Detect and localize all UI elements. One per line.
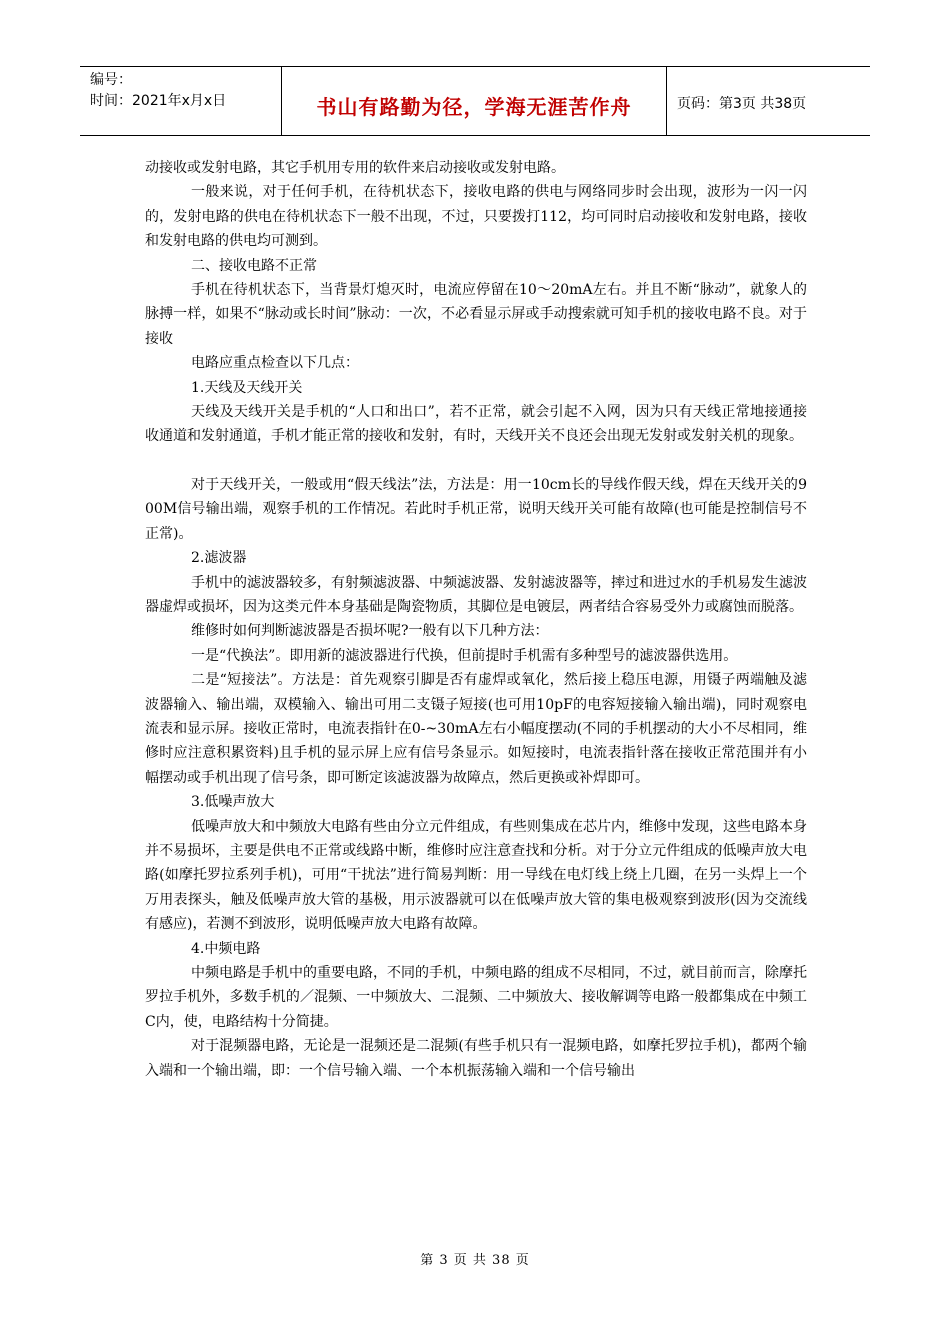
header-motto-cell [282,67,667,135]
paragraph: 天线及天线开关是手机的“人口和出口”，若不正常，就会引起不入网，因为只有天线正常地接通接收通道和发射通道，手机才能正常的接收和发射，有时，天线开关不良还会出现无发射或发射关机的现象。 [145,404,807,445]
paragraph: 低噪声放大和中频放大电路有些由分立元件组成，有些则集成在芯片内，维修中发现，这些电路本身并不易损坏，主要是供电不正常或线路中断，维修时应注意查找和分析。对于分立元件组成的低噪声放大电路(如摩托罗拉系列手机)，可用“干扰法”进行简易判断：用一导线在电灯线上绕上几圈，在另一头焊上一个万用表探头，触及低噪声放大管的基极，用示波器就可以在低噪声放大管的集电极观察到波形(因为交流线有感应)，若测不到波形，说明低噪声放大电路有故障。 [145,818,807,933]
paragraph: 二是“短接法”。方法是：首先观察引脚是否有虚焊或氧化，然后接上稳压电源，用镊子两端触及滤波器输入、输出端，双模输入、输出可用二支镊子短接(也可用10pF的电容短接输入输出端)，同时观察电流表和显示屏。接收正常时，电流表指针在0-~30mA左右小幅度摆动(不同的手机摆动的大小不尽相同，维修时应注意积累资料)且手机的显示屏上应有信号条显示。如短接时，电流表指针落在接收正常范围并有小幅摆动或手机出现了信号条，即可断定该滤波器为故障点，然后更换或补焊即可。 [145,672,807,786]
paragraph: 2.滤波器 [191,550,247,567]
paragraph: 二、接收电路不正常 [191,257,317,274]
paragraph: 1.天线及天线开关 [191,379,303,396]
doc-number-label: 编号： [90,72,132,88]
paragraph: 4.中频电路 [191,940,261,957]
document-body [145,156,807,1083]
header-page-cell [667,67,870,135]
paragraph: 手机在待机状态下，当背景灯熄灭时，电流应停留在10～20mA左右。并且不断“脉动”，就象人的脉搏一样，如果不“脉动或长时间”脉动：一次，不必看显示屏或手动搜索就可知手机的接收电路不良。对于接收 [145,282,807,347]
header-meta-cell [80,67,282,135]
paragraph: 一般来说，对于任何手机，在待机状态下，接收电路的供电与网络同步时会出现，波形为一闪一闪的，发射电路的供电在待机状态下一般不出现，不过，只要拨打112，均可同时启动接收和发射电路，接收和发射电路的供电均可测到。 [145,184,807,250]
paragraph: 3.低噪声放大 [191,794,275,811]
paragraph: 中频电路是手机中的重要电路，不同的手机，中频电路的组成不尽相同，不过，就目前而言，除摩托罗拉手机外，多数手机的／混频、一中频放大、二混频、二中频放大、接收解调等电路一般都集成在中频工C内，使，电路结构十分简捷。 [145,965,807,1030]
header-page-info: 页码：第3页 共38页 [677,96,807,112]
page-footer: 第 3 页 共 38 页 [420,1253,530,1268]
paragraph: 维修时如何判断滤波器是否损坏呢?一般有以下几种方法： [191,623,549,640]
paragraph: 电路应重点检查以下几点： [191,355,359,372]
paragraph: 动接收或发射电路，其它手机用专用的软件来启动接收或发射电路。 [145,160,565,176]
paragraph: 对于混频器电路，无论是一混频还是二混频(有些手机只有一混频电路，如摩托罗拉手机)，都两个输入端和一个输出端，即：一个信号输入端、一个本机振荡输入端和一个信号输出 [145,1038,807,1079]
motto: 书山有路勤为径，学海无涯苦作舟 [316,95,632,119]
paragraph [145,449,807,473]
paragraph: 一是“代换法”。即用新的滤波器进行代换，但前提时手机需有多种型号的滤波器供选用。 [191,647,738,664]
paragraph: 手机中的滤波器较多，有射频滤波器、中频滤波器、发射滤波器等，摔过和进过水的手机易发生滤波器虚焊或损坏，因为这类元件本身基础是陶瓷物质，其脚位是电镀层，两者结合容易受外力或腐蚀而脱落。 [145,574,807,615]
page-header [80,66,870,136]
doc-date: 时间：2021年x月x日 [90,93,227,109]
paragraph: 对于天线开关，一般或用“假天线法”法，方法是：用一10cm长的导线作假天线，焊在天线开关的900M信号输出端，观察手机的工作情况。若此时手机正常，说明天线开关可能有故障(也可能是控制信号不正常)。 [145,476,807,542]
